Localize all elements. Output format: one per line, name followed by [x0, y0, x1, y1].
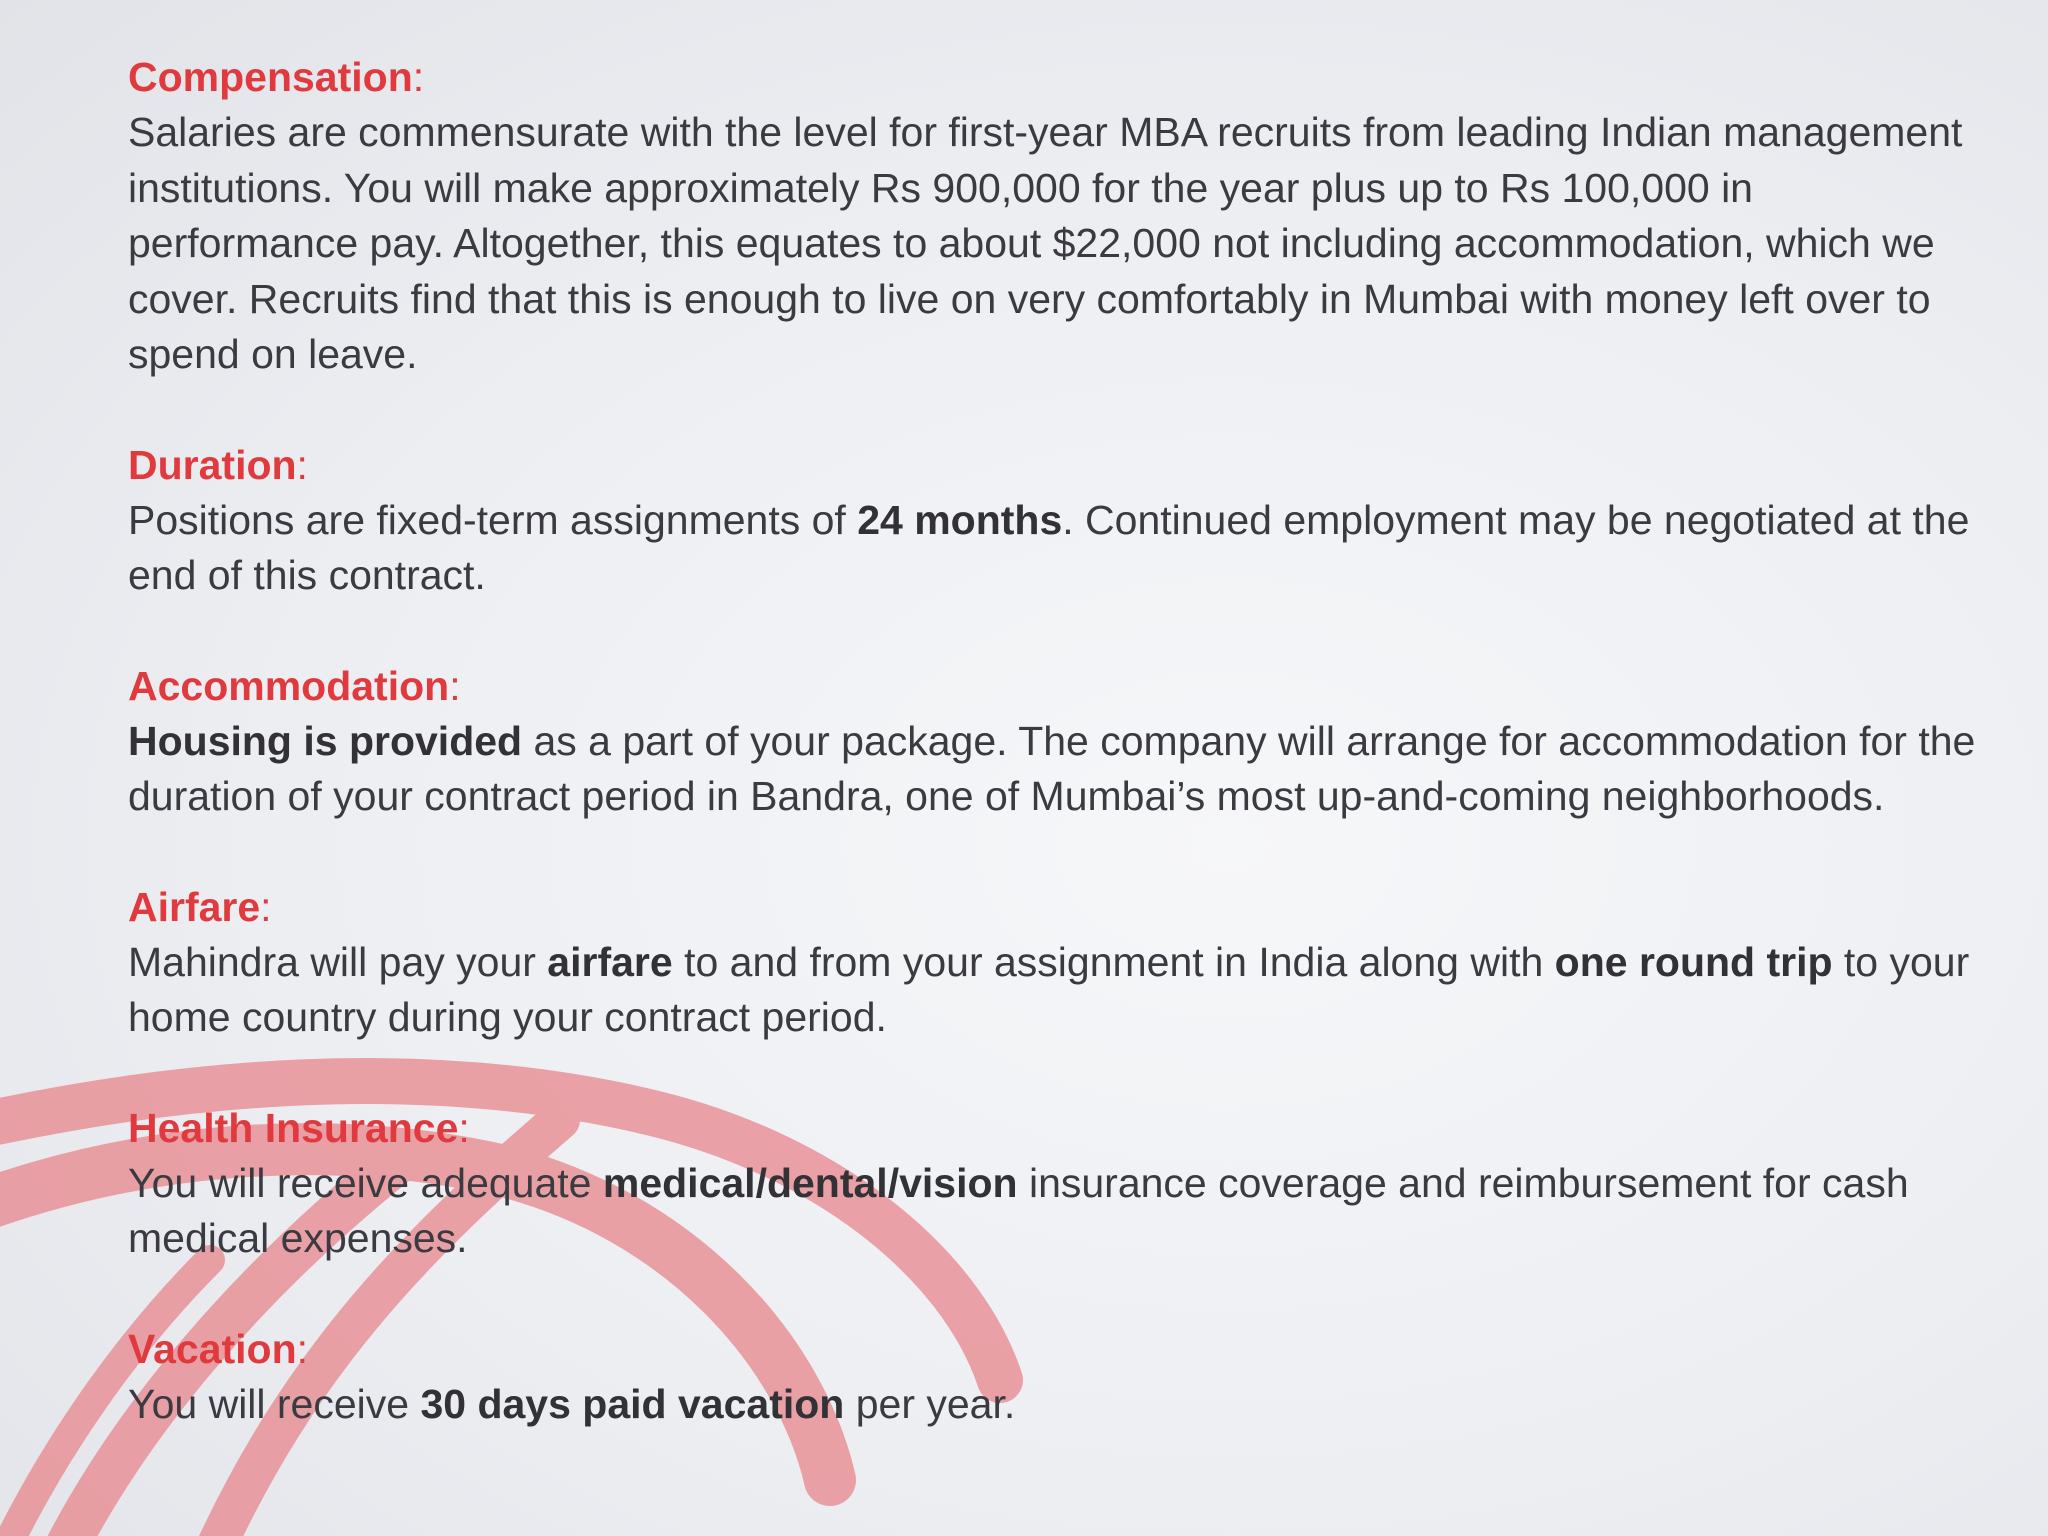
airfare-section — [128, 880, 1988, 1046]
health-insurance-section — [128, 1101, 1988, 1267]
accommodation-body: Housing is provided as a part of your package. The company will arrange for accommodation for the duration of your contract period in Bandra, one of Mumbai’s most up-and-coming neighborhoods. — [128, 717, 1976, 819]
airfare-body: Mahindra will pay your airfare to and from your assignment in India along with one round trip to your home country during your contract period. — [128, 938, 1970, 1040]
duration-section — [128, 438, 1988, 604]
compensation-heading: Compensation: — [128, 54, 425, 100]
airfare-heading: Airfare: — [128, 883, 272, 930]
vacation-section — [128, 1322, 1988, 1433]
accommodation-section — [128, 659, 1988, 825]
duration-body: Positions are fixed-term assignments of 24 months. Continued employment may be negotiated at the end of this contract. — [128, 496, 1970, 598]
health-insurance-heading: Health Insurance: — [128, 1104, 470, 1151]
compensation-body: Salaries are commensurate with the level for first-year MBA recruits from leading Indian management institutions. You will make approximately Rs 900,000 for the year plus up to Rs 100,000 in performance pay. Altogether, this equates to about $22,000 not including accommodation, which we cover. Recruits find that this is enough to live on very comfortably in Mumbai with money left over to spend on leave. — [128, 109, 1963, 377]
accommodation-highlight: Housing is provided — [128, 717, 523, 764]
duration-highlight: 24 months — [857, 496, 1063, 543]
vacation-heading: Vacation: — [128, 1325, 309, 1372]
airfare-highlight: airfare — [547, 938, 673, 985]
health-insurance-body: You will receive adequate medical/dental/vision insurance coverage and reimbursement for cash medical expenses. — [128, 1159, 1909, 1261]
benefits-document — [128, 50, 1988, 1487]
insurance-highlight: medical/dental/vision — [602, 1159, 1018, 1206]
vacation-body: You will receive 30 days paid vacation per year. — [128, 1380, 1016, 1427]
vacation-highlight: 30 days paid vacation — [420, 1380, 845, 1427]
duration-heading: Duration: — [128, 441, 308, 488]
compensation-section — [128, 50, 1988, 383]
round-trip-highlight: one round trip — [1554, 938, 1833, 985]
accommodation-heading: Accommodation: — [128, 662, 461, 709]
